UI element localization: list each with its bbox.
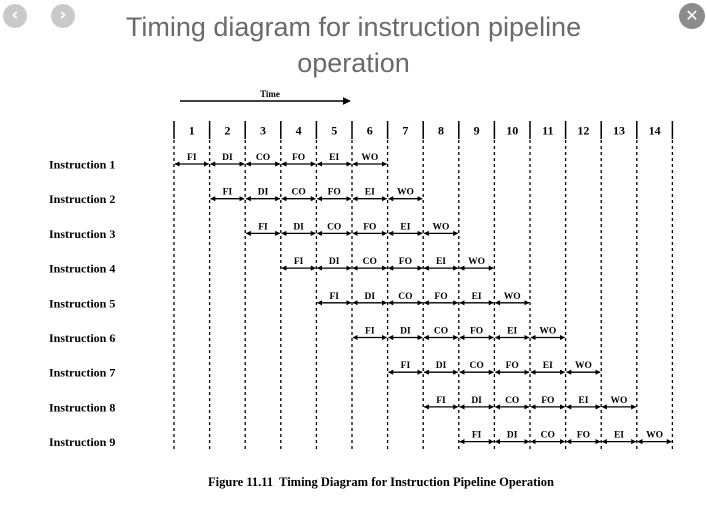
stage-label: WO [432,222,450,233]
figure-caption: Figure 11.11 Timing Diagram for Instruction Pipeline Operation [208,475,554,489]
stage-label: WO [468,257,486,268]
stage-label: CO [327,222,342,233]
stage-label: WO [646,430,664,441]
time-slot-label: 7 [402,123,409,138]
time-slot-label: 3 [260,123,266,138]
stage-label: CO [255,153,271,163]
stage-label: DI [435,361,447,372]
stage-label: WO [610,395,628,406]
stage-label: FI [400,361,411,372]
stage-label: FO [541,395,555,406]
page-title-line-2: operation [297,48,410,78]
stage-label: DI [506,430,518,441]
stage-label: FI [471,430,482,441]
stage-label: EI [578,395,589,406]
stage-label: FI [365,326,375,337]
stage-label: EI [435,257,447,268]
stage-label: FI [436,395,446,406]
stage-label: WO [574,361,592,372]
stage-label: FI [293,257,304,268]
stage-label: FI [187,153,197,163]
time-slot-label: 1 [188,123,195,138]
instruction-label: Instruction 2 [49,192,116,207]
stage-label: FO [505,361,519,372]
instruction-label: Instruction 9 [49,435,116,450]
time-label: Time [260,89,280,99]
chevron-right-icon[interactable]: › [51,4,75,28]
instruction-label: Instruction 3 [49,226,116,241]
stage-label: EI [400,222,411,233]
stage-label: EI [329,153,340,163]
stage-label: FO [363,222,377,233]
stage-label: FI [258,222,268,233]
stage-label: CO [433,326,449,337]
instruction-label: Instruction 1 [49,157,116,172]
chevron-left-icon[interactable]: ‹ [3,4,27,28]
stage-label: EI [471,291,482,302]
stage-label: FI [222,187,233,198]
instruction-label: Instruction 4 [49,261,116,276]
time-slot-label: 6 [366,123,373,138]
stage-label: CO [540,430,555,441]
stage-label: FO [434,291,448,302]
instruction-label: Instruction 5 [49,296,116,311]
instruction-label: Instruction 7 [49,365,116,380]
stage-label: DI [471,395,482,406]
stage-label: CO [398,291,413,302]
stage-label: CO [505,395,520,406]
stage-label: EI [507,326,518,337]
close-icon[interactable]: ✕ [679,3,705,29]
stage-label: DI [257,187,269,198]
time-slot-label: 13 [613,123,625,138]
stage-label: CO [362,257,377,268]
time-slot-label: 12 [577,123,590,138]
time-slot-label: 14 [648,123,661,138]
instruction-label: Instruction 8 [49,400,116,415]
stage-label: WO [539,326,557,337]
stage-label: FO [291,153,306,163]
stage-label: EI [613,430,625,441]
instruction-label: Instruction 6 [49,331,116,345]
stage-label: WO [503,291,521,302]
stage-label: FI [329,291,339,302]
stage-label: DI [222,153,233,163]
time-slot-label: 11 [542,123,554,138]
time-slot-label: 2 [224,123,231,138]
stage-label: EI [542,361,553,372]
stage-label: FO [398,257,413,268]
stage-label: EI [364,187,375,198]
stage-label: FO [327,187,341,198]
stage-label: WO [361,153,379,163]
time-slot-label: 5 [331,123,338,138]
time-slot-label: 4 [295,123,302,138]
stage-label: DI [328,257,340,268]
stage-label: CO [291,187,306,198]
stage-label: CO [469,361,484,372]
stage-label: DI [293,222,304,233]
stage-label: FO [469,326,484,337]
page-title-line-1: Timing diagram for instruction pipeline [125,12,582,42]
time-slot-label: 9 [473,123,480,138]
stage-label: DI [364,291,376,302]
time-slot-label: 8 [438,123,444,138]
time-slot-label: 10 [506,123,519,138]
stage-label: WO [396,187,414,198]
stage-label: FO [576,430,591,441]
stage-label: DI [400,326,411,337]
